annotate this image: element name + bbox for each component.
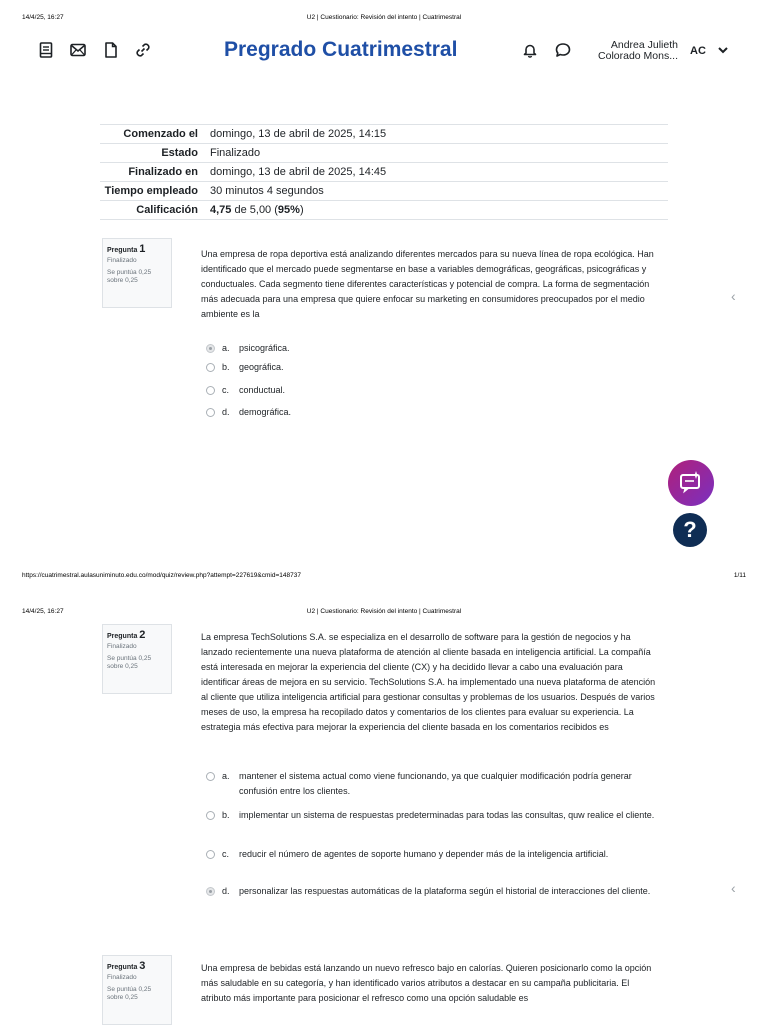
summary-label: Tiempo empleado: [104, 185, 198, 197]
print-doc-title-page2: U2 | Cuestionario: Revisión del intento | Cuatrimestral: [306, 608, 462, 615]
summary-value: [210, 204, 668, 217]
summary-row-started: [100, 124, 668, 143]
print-page-number: 1/11: [733, 572, 746, 579]
question-state: Finalizado: [107, 643, 137, 650]
question-info-2: [102, 624, 172, 694]
summary-value: domingo, 13 de abril de 2025, 14:15: [210, 128, 387, 140]
option-text: geográfica.: [239, 362, 284, 372]
option-text: demográfica.: [239, 407, 292, 417]
question-number: [107, 243, 167, 255]
question-state: Finalizado: [107, 974, 137, 981]
chevron-down-icon[interactable]: [716, 43, 730, 57]
print-datetime-page2: 14/4/25, 16:27: [22, 608, 64, 615]
answer-option[interactable]: [206, 383, 658, 398]
site-title[interactable]: Pregrado Cuatrimestral: [224, 38, 458, 61]
option-text: conductual.: [239, 385, 286, 395]
question-number-value: 3: [139, 960, 146, 972]
question-score-line2: sobre 0,25: [107, 663, 138, 670]
option-letter: b.: [222, 362, 230, 372]
grade-percent: 95%: [277, 204, 300, 216]
print-footer-url: https://cuatrimestral.aulasuniminuto.edu.co/mod/quiz/review.php?attempt=227619&cmid=148737: [22, 572, 301, 579]
mail-icon[interactable]: [69, 41, 87, 59]
grade-mid: de 5,00 (: [231, 204, 278, 216]
question-label: Pregunta: [107, 633, 138, 640]
chat-assistant-button[interactable]: [668, 460, 714, 506]
option-letter: b.: [222, 810, 230, 820]
attempt-summary-table: [100, 124, 668, 220]
user-name-line1: Andrea Julieth: [610, 39, 678, 51]
answer-option[interactable]: [206, 405, 658, 420]
option-text: implementar un sistema de respuestas predeterminadas para todas las consultas, quw realice el cliente.: [239, 810, 655, 820]
question-number-value: 2: [139, 629, 146, 641]
question-number-value: 1: [139, 243, 146, 255]
help-button[interactable]: ?: [673, 513, 707, 547]
summary-row-grade: [100, 200, 668, 220]
option-text: reducir el número de agentes de soporte humano y depender más de la inteligencia artificial.: [239, 849, 609, 859]
summary-row-finished: [100, 162, 668, 181]
user-name-line2: Colorado Mons...: [598, 50, 678, 62]
question-text-1: Una empresa de ropa deportiva está analizando diferentes mercados para su nueva línea de ropa ecológica. Han identificado que el mercado puede segmentarse en base a variables demográficas, geográficas, psicográficas y conductuales. Cada segmento tiene diferentes características y potencial de compra. La forma de segmentación más adecuada para una empresa que quiere enfocar su marketing en consumidores preocupados por el medio ambiente es la: [201, 249, 654, 319]
grade-end: ): [299, 204, 304, 216]
option-text: personalizar las respuestas automáticas de la plataforma según el historial de interacciones del cliente.: [239, 886, 651, 896]
question-score-line2: sobre 0,25: [107, 277, 138, 284]
option-letter: d.: [222, 886, 230, 896]
radio-unselected[interactable]: [206, 408, 215, 417]
option-letter: a.: [222, 343, 230, 353]
option-letter: a.: [222, 771, 230, 781]
answer-option[interactable]: [206, 341, 658, 356]
question-state: Finalizado: [107, 257, 137, 264]
option-text: psicográfica.: [239, 343, 290, 353]
question-number: [107, 629, 167, 641]
question-text-3: Una empresa de bebidas está lanzando un nuevo refresco bajo en calorías. Quieren posicionarlo como la opción más saludable en su categoría, y han identificado varios atributos a destacar en su campaña publicitaria. El atributo más importante para posicionar el refresco como una opción saludable es: [201, 963, 652, 1003]
question-score-line1: Se puntúa 0,25: [107, 986, 152, 993]
option-letter: c.: [222, 385, 230, 395]
question-score-line2: sobre 0,25: [107, 994, 138, 1001]
drawer-toggle-chevron-left-icon[interactable]: ‹: [731, 880, 736, 896]
grade-score: 4,75: [210, 204, 232, 216]
answer-option[interactable]: [206, 360, 658, 375]
question-score-line1: Se puntúa 0,25: [107, 655, 152, 662]
summary-value: 30 minutos 4 segundos: [210, 185, 324, 197]
summary-label: Finalizado en: [128, 166, 198, 178]
radio-unselected[interactable]: [206, 850, 215, 859]
user-name[interactable]: [580, 40, 678, 62]
chat-sparkle-icon: [668, 460, 714, 506]
question-number: [107, 960, 167, 972]
summary-row-state: [100, 143, 668, 162]
answer-option[interactable]: [206, 847, 658, 862]
print-datetime: 14/4/25, 16:27: [22, 14, 64, 21]
book-icon[interactable]: [37, 41, 55, 59]
file-icon[interactable]: [102, 41, 120, 59]
radio-unselected[interactable]: [206, 363, 215, 372]
summary-label: Estado: [161, 147, 198, 159]
chat-bubble-icon[interactable]: [554, 41, 572, 59]
answer-option[interactable]: [206, 769, 658, 799]
question-label: Pregunta: [107, 964, 138, 971]
radio-selected[interactable]: [206, 344, 215, 353]
bell-icon[interactable]: [521, 41, 539, 59]
user-avatar-initials[interactable]: AC: [690, 45, 706, 57]
summary-label: Calificación: [136, 204, 198, 216]
question-label: Pregunta: [107, 247, 138, 254]
radio-unselected[interactable]: [206, 386, 215, 395]
radio-unselected[interactable]: [206, 772, 215, 781]
summary-value: Finalizado: [210, 147, 261, 159]
question-score-line1: Se puntúa 0,25: [107, 269, 152, 276]
drawer-toggle-chevron-left-icon[interactable]: ‹: [731, 288, 736, 304]
answer-option[interactable]: [206, 884, 658, 899]
summary-value: domingo, 13 de abril de 2025, 14:45: [210, 166, 387, 178]
option-letter: d.: [222, 407, 230, 417]
print-doc-title: U2 | Cuestionario: Revisión del intento | Cuatrimestral: [306, 14, 462, 21]
question-text-2: La empresa TechSolutions S.A. se especializa en el desarrollo de software para la gestión de negocios y ha lanzado recientemente una nueva plataforma de atención al cliente basada en inteligencia artificial. La compañía está interesada en mejorar la experiencia del cliente (CX) y ha decidido llevar a cabo una evaluación para identificar áreas de mejora en su servicio. TechSolutions S.A. ha implementado una nueva plataforma de atención al cliente que utiliza inteligencia artificial para gestionar consultas y problemas de los usuarios. Después de varios meses de uso, la empresa ha recopilado datos y comentarios de los clientes para evaluar su experiencia. La estrategia más efectiva para mejorar la experiencia del cliente basada en los comentarios recibidos es: [201, 632, 656, 732]
question-info-3: [102, 955, 172, 1025]
answer-option[interactable]: [206, 808, 658, 823]
link-icon[interactable]: [134, 41, 152, 59]
option-letter: c.: [222, 849, 230, 859]
summary-label: Comenzado el: [123, 128, 198, 140]
radio-selected[interactable]: [206, 887, 215, 896]
option-text: mantener el sistema actual como viene funcionando, ya que cualquier modificación podría generar confusión entre los clientes.: [239, 771, 632, 796]
summary-row-time: [100, 181, 668, 200]
question-info-1: [102, 238, 172, 308]
radio-unselected[interactable]: [206, 811, 215, 820]
